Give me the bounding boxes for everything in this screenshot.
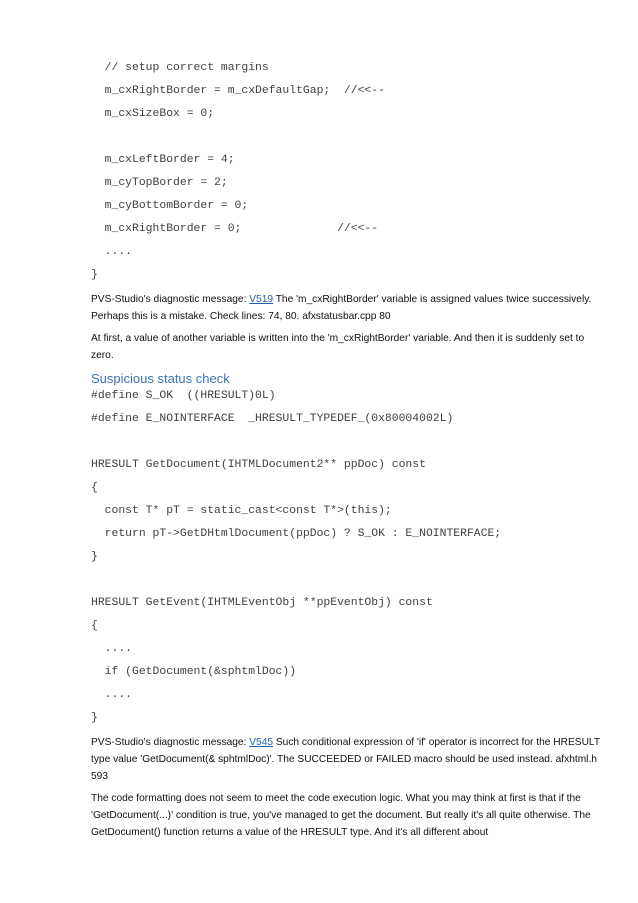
code-line: m_cxLeftBorder = 4; bbox=[91, 154, 235, 166]
diagnostic-text: The 'm_cxRightBorder' variable is assigned values twice successively. Perhaps this is a mistake. Check lines: 74, 80. afxstatusbar.cpp 80 bbox=[91, 294, 592, 322]
code-line: m_cyBottomBorder = 0; bbox=[91, 200, 249, 212]
diagnostic-prefix: PVS-Studio's diagnostic message: bbox=[91, 294, 250, 305]
code-line: { bbox=[91, 482, 98, 494]
code-line: m_cxSizeBox = 0; bbox=[91, 108, 215, 120]
code-line: #define E_NOINTERFACE _HRESULT_TYPEDEF_(0x80004002L) bbox=[91, 413, 454, 425]
section-heading: Suspicious status check bbox=[91, 371, 230, 386]
code-line: } bbox=[91, 712, 98, 724]
diagnostic-code-link[interactable]: V545 bbox=[249, 737, 274, 748]
code-line: HRESULT GetEvent(IHTMLEventObj **ppEventObj) const bbox=[91, 597, 433, 609]
code-line: m_cyTopBorder = 2; bbox=[91, 177, 228, 189]
code-line: #define S_OK ((HRESULT)0L) bbox=[91, 390, 276, 402]
code-line: } bbox=[91, 551, 98, 563]
diagnostic-message bbox=[91, 291, 601, 325]
code-line: m_cxRightBorder = 0; //<<-- bbox=[91, 223, 379, 235]
diagnostic-message bbox=[91, 734, 601, 785]
diagnostic-text: Such conditional expression of 'if' operator is incorrect for the HRESULT type value 'GetDocument(& sphtmlDoc)'. The SUCCEEDED or FAILED macro should be used instead. afxhtml.h 593 bbox=[91, 737, 600, 782]
code-line: if (GetDocument(&sphtmlDoc)) bbox=[91, 666, 297, 678]
diagnostic-code-link[interactable]: V519 bbox=[249, 294, 274, 305]
paragraph: The code formatting does not seem to meet the code execution logic. What you may think at first is that if the 'GetDocument(...)' condition is true, you've managed to get the document. But really it's all quite otherwise. The GetDocument() function returns a value of the HRESULT type. And it's all different about bbox=[91, 793, 591, 838]
code-line: .... bbox=[91, 689, 133, 701]
code-line: } bbox=[91, 269, 98, 281]
code-line: // setup correct margins bbox=[91, 62, 269, 74]
code-line: .... bbox=[91, 246, 133, 258]
paragraph: At first, a value of another variable is written into the 'm_cxRightBorder' variable. And then it is suddenly set to zero. bbox=[91, 333, 585, 361]
code-line: return pT->GetDHtmlDocument(ppDoc) ? S_OK : E_NOINTERFACE; bbox=[91, 528, 502, 540]
code-line: { bbox=[91, 620, 98, 632]
code-line: HRESULT GetDocument(IHTMLDocument2** ppDoc) const bbox=[91, 459, 426, 471]
diagnostic-prefix: PVS-Studio's diagnostic message: bbox=[91, 737, 250, 748]
code-line: m_cxRightBorder = m_cxDefaultGap; //<<-- bbox=[91, 85, 385, 97]
code-line: .... bbox=[91, 643, 133, 655]
code-line: const T* pT = static_cast<const T*>(this); bbox=[91, 505, 392, 517]
